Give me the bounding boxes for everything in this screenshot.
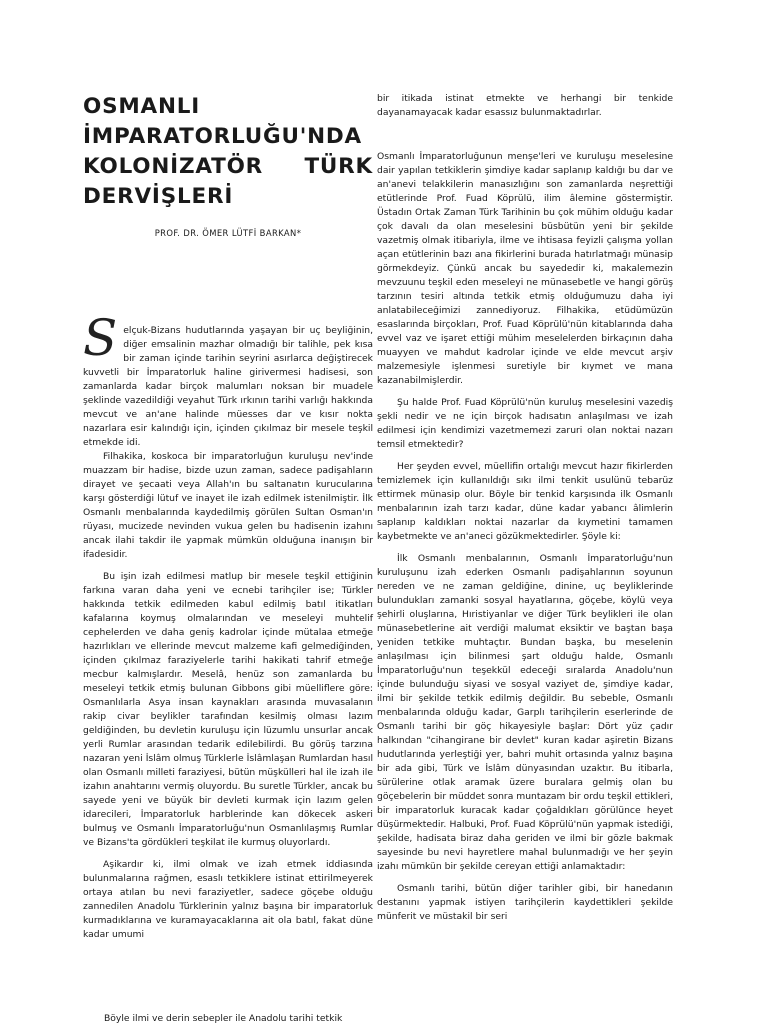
title-line-1: OSMANLI bbox=[83, 94, 201, 119]
paragraph-2: Filhakika, koskoca bir imparatorluğun kuruluşu nev'inde muazzam bir hadise, bizde uzun zaman, sadece padişahların dirayet ve şecaati veya Allah'ın bu saltanatın kurucularına karşı gösterdiği lütuf ve inayet ile izah edilmek istenilmiştir. İlk Osmanlı menbalarında kaydedilmiş görülen Sultan Osman'ın rüyası, mucizede nevinden vukua gelen bu hadisenin izahını ancak ilahi takdir ile yapmak mümkün olduğuna inanışın bir ifadesidir. bbox=[83, 451, 373, 560]
title-line-4: DERVİŞLERİ bbox=[83, 184, 234, 209]
right-paragraph-5: Osmanlı tarihi, bütün diğer tarihler gibi, bir hanedanın destanını yapmak istiyen tarihçilerin kaydettikleri şekilde münferit ve müstakil bir seri bbox=[377, 883, 673, 922]
right-column bbox=[377, 0, 673, 924]
title-line-2: İMPARATORLUĞU'NDA bbox=[83, 124, 363, 149]
paragraph-4: Aşikardır ki, ilmi olmak ve izah etmek iddiasında bulunmalarına rağmen, esaslı tetkiklere istinat ettirilmeyerek ortaya atılan bu nevi faraziyetler, sadece göçebe olduğu zannedilen Anadolu Türklerinin yalnız başına bir imparatorluk kurmadıklarına ve kuramayacaklarına ait ola batıl, fakat düne kadar umumi bbox=[83, 859, 373, 940]
right-paragraph-1: Osmanlı İmparatorluğunun menşe'leri ve kuruluşu meselesine dair yapılan tetkiklerin şimdiye kadar saplanıp kaldığı bu dar ve an'anevi telakkilerin manasızlığını son zamanlarda neşrettiği etütlerinde Prof. Fuad Köprülü, ilim âlemine göstermiştir. Üstadın Ortak Zaman Türk Tarihinin bu çok mühim olduğu kadar çok davalı da olan meselesini büsbütün yeni bir şekilde vazetmiş olmak itibariyla, ilme ve ihtisasa feyizli çalışma yollan açan etütlerinin bazı ana fikirlerini burada hatırlatmağı münasip görmekdeyiz. Çünkü ancak bu sayededir ki, makalemezin mevzuunu teşkil eden meseleyi ne münasebetle ve hangi görüş tarzının tesiri altında tetkik etmiş olduğumuzu daha iyi anlatabileceğimizi zannediyoruz. Filhakika, etüdümüzün esaslarında birçokları, Prof. Fuad Köprülü'nün kitablarında daha evvel vaz ve işaret ettiği mühim meselelerden birkaçının daha muayyen ve mahdut kadrolar içinde ve elde mevcut arşiv malzemesiyle işlenmesi suretiyle bir kıymet ve mana kazanabilmişlerdir. bbox=[377, 151, 673, 386]
left-column-last-line: Böyle ilmi ve derin sebepler ile Anadolu tarihi tetkik bbox=[104, 1013, 343, 1024]
title-line-3 bbox=[83, 152, 373, 182]
paragraph-3: Bu işin izah edilmesi matlup bir mesele teşkil ettiğinin farkına varan daha yeni ve ecnebi tarihçiler ise; Türkler hakkında tetkik edilmeden kabul edilmiş batıl itikatları kafalarına koymuş olmalarından ve meseleyi muhtelif cephelerden ve daha geniş kadrolar içinde mütalaa etmeğe hazırlıkları ve ellerinde mevcut malzeme kafi gelmediğinden, içinden çıkılmaz faraziyelerle tarihi hakikati tahrif etmeğe mecbur kalmışlardır. Meselâ, henüz son zamanlarda bu meseleyi tetkik etmiş bulunan Gibbons gibi müelliflere göre: Osmanlılarla Asya insan kaynakları arasında muvasalanın rakip civar beylikler tarafından kesilmiş olması lazım geldiğinden, bu devletin kuruluşu için lüzumlu unsurlar ancak yerli Rumlar arasından tedarik edilebilirdi. Bu görüş tarzına nazaran yeni İslâm olmuş Türklerle İslâmlaşan Rumlardan hasıl olan Osmanlı milleti faraziyesi, bütün müşkülleri hal ile izah ile izahın anahtarını vermiş oluyordu. Bu suretle Türkler, ancak bu sayede yeni ve büyük bir devleti kurmak için lazım gelen idarecileri, İmparatorluk harblerinde kan dökecek askeri bulmuş ve Osmanlı İmparatorluğu'nun Osmanlılaşmış Rumlar ve Bizans'ta gördükleri teşkilat ile kurmuş oluyorlardı. bbox=[83, 571, 373, 848]
intro-paragraph-text: elçuk-Bizans hudutlarında yaşayan bir uç beyliğinin, diğer emsalinin mazhar olmadığı bir talihle, pek kısa bir zaman içinde tarihin seyrini asırlarca değiştirecek kuvvetli bir İmparatorluk haline girivermesi hadisesi, son zamanlarda kadar birçok malumları noksan bir muadele şeklinde vazedildiği veyahut Türk ırkının tarihi varlığı hakkında mevcut ve an'ane halinde müesses dar ve kısır nokta nazarlara esir kalındığı için, içinden çıkılmaz bir mesele teşkil etmekde idi. bbox=[83, 325, 373, 448]
intro-paragraph bbox=[83, 309, 373, 450]
right-paragraph-continued: bir itikada istinat etmekte ve herhangi bir tenkide dayanamayacak kadar esassız bulunmaktadırlar. bbox=[377, 93, 673, 118]
drop-cap-letter: S bbox=[83, 309, 118, 367]
right-paragraph-3: Her şeyden evvel, müellifin ortalığı mevcut hazır fikirlerden temizlemek için kullanıldığı sıkı ilmi tenkit usulünü tebarüz ettirmek münasip olur. Böyle bir tenkid karşısında ilk Osmanlı menbalarının izah tarzı kadar, düne kadar yabancı âlimlerin saplanıp kaldıkları noktai nazarlar da kıymetini tamamen kaybetmekte ve an'aneci gözükmektedirler. Şöyle ki: bbox=[377, 461, 673, 542]
author-line: PROF. DR. ÖMER LÜTFİ BARKAN* bbox=[154, 228, 302, 238]
article-title bbox=[83, 92, 373, 212]
right-paragraph-4: İlk Osmanlı menbalarının, Osmanlı İmparatorluğu'nun kuruluşunu izah ederken Osmanlı padişahlarının soyunun nereden ve ne zaman geldiğine, dinine, uç beyliklerinde bulundukları zamanki sosyal hayatlarına, göçebe, köylü veya şehirli oluşlarına, Hıristiyanlar ve diğer Türk beylikleri ile olan münasebetlerine ait verdiği malumat eksiktir ve baştan başa yeniden tetkike muhtaçtır. Bundan başka, bu meselenin anlaşılması için bilinmesi şart olduğu halde, Osmanlı İmparatorluğu'nun teşekkül edeceği sıralarda Anadolu'nun içinde bulunduğu siyasi ve sosyal vaziyet de, şimdiye kadar, ilmi bir şekilde tetkik edilmiş değildir. Bu sebeble, Osmanlı menbalarında olduğu kadar, Garplı tarihçilerin eserlerinde de Osmanlı tarihi bir göç hikayesiyle başlar: Dört yüz çadır halkından "cihangirane bir devlet" kuran kadar aşiretin Bizans hudutlarında yerleştiği yer, bahri muhit ortasında yalnız başına bir ada gibi, Türk ve İslâm dünyasından uzaktır. Bu itibarla, sürülerine otlak aramak üzere buralara gelmiş olan bu göçebelerin bir müddet sonra muntazam bir ordu teşkil ettikleri, bir imparatorluk kuracak kadar çoğaldıkları görülünce heyet düşürmektedir. Halbuki, Prof. Fuad Köprülü'nün yapmak istediği, şekilde, hadisata biraz daha geriden ve ilmi bir gözle bakmak sayesinde bu nevi hayretlere mahal bulunmadığı ve her şeyin izahı mümkün bir şekilde cereyan ettiği anlamaktadır: bbox=[377, 553, 673, 872]
right-paragraph-2: Şu halde Prof. Fuad Köprülü'nün kuruluş meselesini vazediş şekli nedir ve ne için birçok hadısatın anlaşılması ve izah edilmesi için kendimizi vazetmemezi zaruri olan noktai nazarı temsil etmektedir? bbox=[377, 397, 673, 450]
title-word-right: TÜRK bbox=[304, 154, 373, 179]
title-word-left: KOLONİZATÖR bbox=[83, 154, 264, 179]
left-column bbox=[83, 0, 373, 942]
